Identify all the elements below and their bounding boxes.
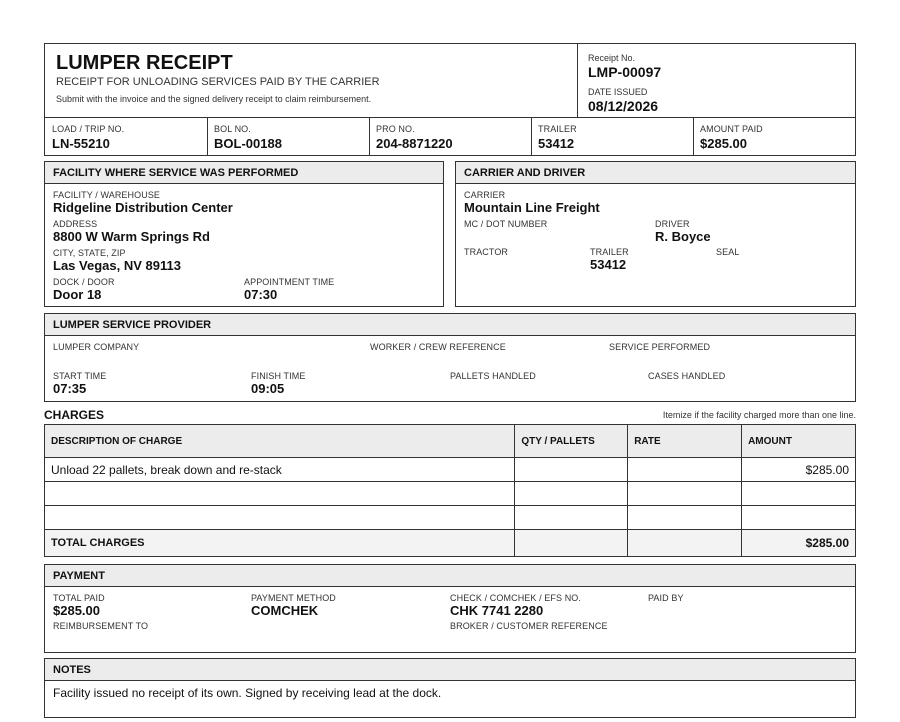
- mc-dot-label: MC / DOT NUMBER: [464, 219, 548, 229]
- finish-time: 09:05: [251, 381, 285, 396]
- lumper-section: [44, 313, 856, 402]
- carrier-label: CARRIER: [464, 190, 506, 200]
- col-description: DESCRIPTION OF CHARGE: [45, 425, 515, 458]
- payment-heading: PAYMENT: [45, 565, 855, 587]
- driver-label: DRIVER: [655, 219, 690, 229]
- charges-header-row: [45, 425, 856, 458]
- appointment-time-label: APPOINTMENT TIME: [244, 277, 335, 287]
- facility-city-label: CITY, STATE, ZIP: [53, 248, 126, 258]
- document-instruction: Submit with the invoice and the signed delivery receipt to claim reimbursement.: [56, 94, 372, 104]
- paid-by-label: PAID BY: [648, 593, 684, 603]
- seal-label: SEAL: [716, 247, 740, 257]
- lumper-heading: LUMPER SERVICE PROVIDER: [45, 314, 855, 336]
- amount-paid: $285.00: [700, 136, 747, 151]
- charges-table: [44, 424, 856, 557]
- carrier-trailer: 53412: [590, 257, 627, 272]
- receipt-no-label: Receipt No.: [588, 53, 636, 63]
- charge-amount: [742, 506, 856, 530]
- check-no: CHK 7741 2280: [450, 603, 544, 618]
- charges-note: Itemize if the facility charged more than one line.: [662, 410, 856, 420]
- driver-name: R. Boyce: [655, 229, 711, 244]
- appointment-time: 07:30: [244, 287, 278, 302]
- reimbursement-to-label: REIMBURSEMENT TO: [53, 621, 149, 631]
- facility-heading: FACILITY WHERE SERVICE WAS PERFORMED: [45, 162, 443, 184]
- facility-city: Las Vegas, NV 89113: [53, 258, 181, 273]
- total-paid-label: TOTAL PAID: [53, 593, 105, 603]
- charge-amount: [742, 482, 856, 506]
- pro-no-label: PRO NO.: [376, 124, 415, 134]
- broker-reference-label: BROKER / CUSTOMER REFERENCE: [450, 621, 608, 631]
- cases-handled-label: CASES HANDLED: [648, 371, 726, 381]
- carrier-section: [455, 161, 856, 307]
- load-trip-label: LOAD / TRIP NO.: [52, 124, 125, 134]
- table-row: [45, 458, 856, 482]
- notes-text: Facility issued no receipt of its own. Signed by receiving lead at the dock.: [53, 686, 442, 700]
- receipt-no: LMP-00097: [588, 64, 662, 80]
- trailer-no: 53412: [538, 136, 575, 151]
- facility-name: Ridgeline Distribution Center: [53, 200, 233, 215]
- lumper-company-label: LUMPER COMPANY: [53, 342, 140, 352]
- header-box: [44, 43, 856, 118]
- facility-address: 8800 W Warm Springs Rd: [53, 229, 210, 244]
- bol-no-label: BOL NO.: [214, 124, 251, 134]
- table-row: [45, 482, 856, 506]
- start-time-label: START TIME: [53, 371, 107, 381]
- pallets-handled-label: PALLETS HANDLED: [450, 371, 536, 381]
- document-title: LUMPER RECEIPT: [56, 52, 233, 74]
- check-no-label: CHECK / COMCHEK / EFS NO.: [450, 593, 582, 603]
- payment-method-label: PAYMENT METHOD: [251, 593, 336, 603]
- charge-rate: [628, 506, 742, 530]
- facility-name-label: FACILITY / WAREHOUSE: [53, 190, 161, 200]
- charge-description: [45, 506, 515, 530]
- bol-no: BOL-00188: [214, 136, 282, 151]
- header-divider: [577, 44, 578, 117]
- charge-qty: [515, 458, 628, 482]
- payment-section: [44, 564, 856, 653]
- pro-no: 204-8871220: [376, 136, 453, 151]
- charge-qty: [515, 482, 628, 506]
- total-charges: $285.00: [742, 530, 856, 557]
- trailer-label: TRAILER: [538, 124, 577, 134]
- total-charges-row: [45, 530, 856, 557]
- date-issued-label: DATE ISSUED: [588, 87, 648, 97]
- charge-rate: [628, 458, 742, 482]
- carrier-heading: CARRIER AND DRIVER: [456, 162, 855, 184]
- col-amount: AMOUNT: [742, 425, 856, 458]
- col-qty: QTY / PALLETS: [515, 425, 628, 458]
- tractor-label: TRACTOR: [464, 247, 509, 257]
- dock-door-label: DOCK / DOOR: [53, 277, 115, 287]
- carrier-name: Mountain Line Freight: [464, 200, 600, 215]
- payment-method: COMCHEK: [251, 603, 319, 618]
- facility-section: [44, 161, 444, 307]
- amount-paid-label: AMOUNT PAID: [700, 124, 763, 134]
- total-paid: $285.00: [53, 603, 100, 618]
- dock-door: Door 18: [53, 287, 102, 302]
- date-issued: 08/12/2026: [588, 98, 659, 114]
- reference-row: [44, 117, 856, 156]
- document-subtitle: RECEIPT FOR UNLOADING SERVICES PAID BY THE CARRIER: [56, 76, 380, 88]
- col-rate: RATE: [628, 425, 742, 458]
- charge-amount: $285.00: [742, 458, 856, 482]
- notes-heading: NOTES: [45, 659, 855, 681]
- total-charges-label: TOTAL CHARGES: [45, 530, 515, 557]
- charges-heading: CHARGES: [44, 408, 105, 422]
- charge-description: Unload 22 pallets, break down and re-stack: [45, 458, 515, 482]
- start-time: 07:35: [53, 381, 87, 396]
- load-trip-no: LN-55210: [52, 136, 110, 151]
- crew-reference-label: WORKER / CREW REFERENCE: [370, 342, 506, 352]
- table-row: [45, 506, 856, 530]
- finish-time-label: FINISH TIME: [251, 371, 306, 381]
- service-performed-label: SERVICE PERFORMED: [609, 342, 711, 352]
- carrier-trailer-label: TRAILER: [590, 247, 629, 257]
- notes-section: [44, 658, 856, 718]
- charge-rate: [628, 482, 742, 506]
- facility-address-label: ADDRESS: [53, 219, 98, 229]
- charge-qty: [515, 506, 628, 530]
- charge-description: [45, 482, 515, 506]
